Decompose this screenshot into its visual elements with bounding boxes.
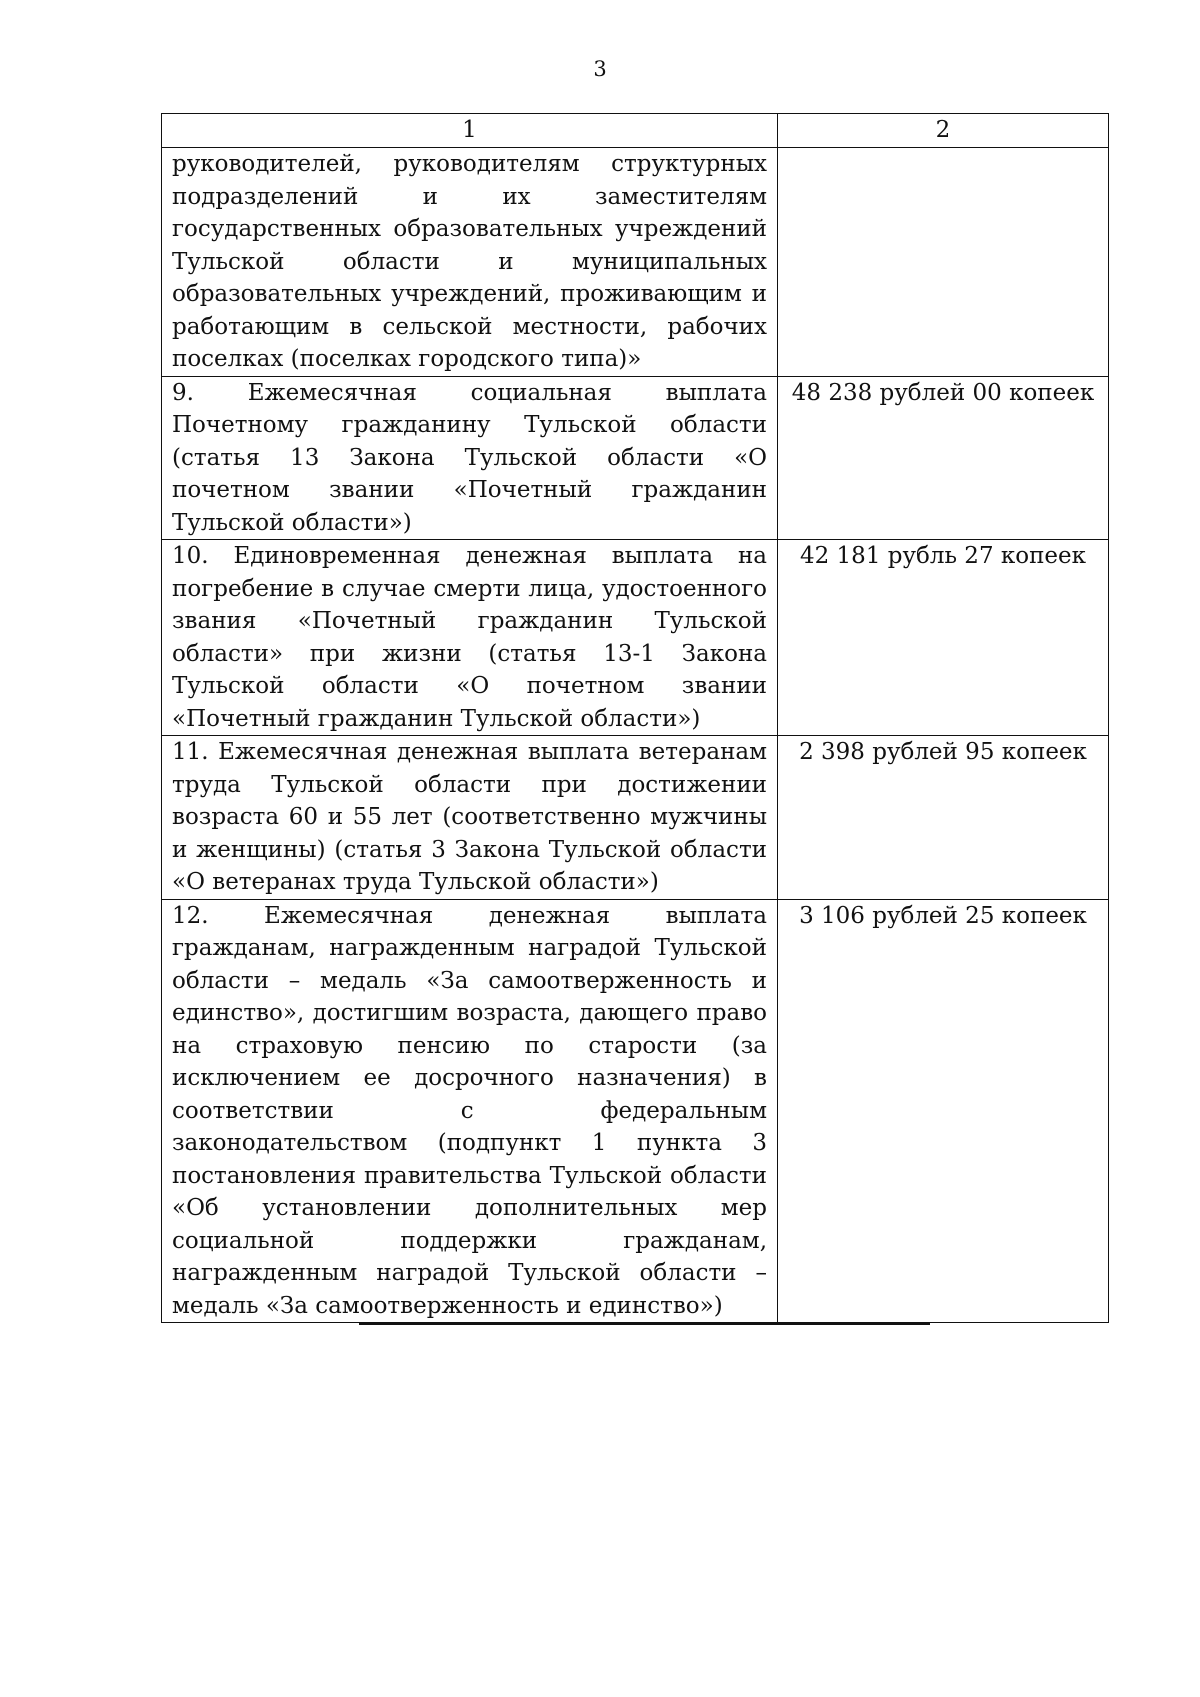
row-description: руководителей, руководителям структурных подразделений и их заместителям государственных образовательных учреждений Тульской области и муниципальных образовательных учреждений, проживающим и работающим в сельской местности, рабочих поселках (поселках городского типа)» bbox=[162, 148, 778, 377]
table-row bbox=[162, 148, 1109, 377]
row-amount: 48 238 рублей 00 копеек bbox=[778, 376, 1109, 540]
benefits-table bbox=[161, 113, 1109, 1323]
page-number: 3 bbox=[593, 57, 607, 81]
table-row bbox=[162, 899, 1109, 1323]
row-amount: 42 181 рубль 27 копеек bbox=[778, 540, 1109, 736]
table-row bbox=[162, 736, 1109, 900]
row-description: 12. Ежемесячная денежная выплата гражданам, награжденным наградой Тульской области – медаль «За самоотверженность и единство», достигшим возраста, дающего право на страховую пенсию по старости (за исключением ее досрочного назначения) в соответствии с федеральным законодательством (подпункт 1 пункта 3 постановления правительства Тульской области «Об установлении дополнительных мер социальной поддержки гражданам, награжденным наградой Тульской области – медаль «За самоотверженность и единство») bbox=[162, 899, 778, 1323]
column-header-1: 1 bbox=[162, 114, 778, 148]
row-description: 10. Единовременная денежная выплата на погребение в случае смерти лица, удостоенного звания «Почетный гражданин Тульской области» при жизни (статья 13-1 Закона Тульской области «О почетном звании «Почетный гражданин Тульской области») bbox=[162, 540, 778, 736]
table-row bbox=[162, 540, 1109, 736]
column-header-2: 2 bbox=[778, 114, 1109, 148]
row-description: 9. Ежемесячная социальная выплата Почетному гражданину Тульской области (статья 13 Закона Тульской области «О почетном звании «Почетный гражданин Тульской области») bbox=[162, 376, 778, 540]
row-description: 11. Ежемесячная денежная выплата ветеранам труда Тульской области при достижении возраста 60 и 55 лет (соответственно мужчины и женщины) (статья 3 Закона Тульской области «О ветеранах труда Тульской области») bbox=[162, 736, 778, 900]
row-amount bbox=[778, 148, 1109, 377]
table-header-row bbox=[162, 114, 1109, 148]
end-of-document-rule bbox=[359, 1323, 930, 1325]
table-row bbox=[162, 376, 1109, 540]
row-amount: 2 398 рублей 95 копеек bbox=[778, 736, 1109, 900]
row-amount: 3 106 рублей 25 копеек bbox=[778, 899, 1109, 1323]
